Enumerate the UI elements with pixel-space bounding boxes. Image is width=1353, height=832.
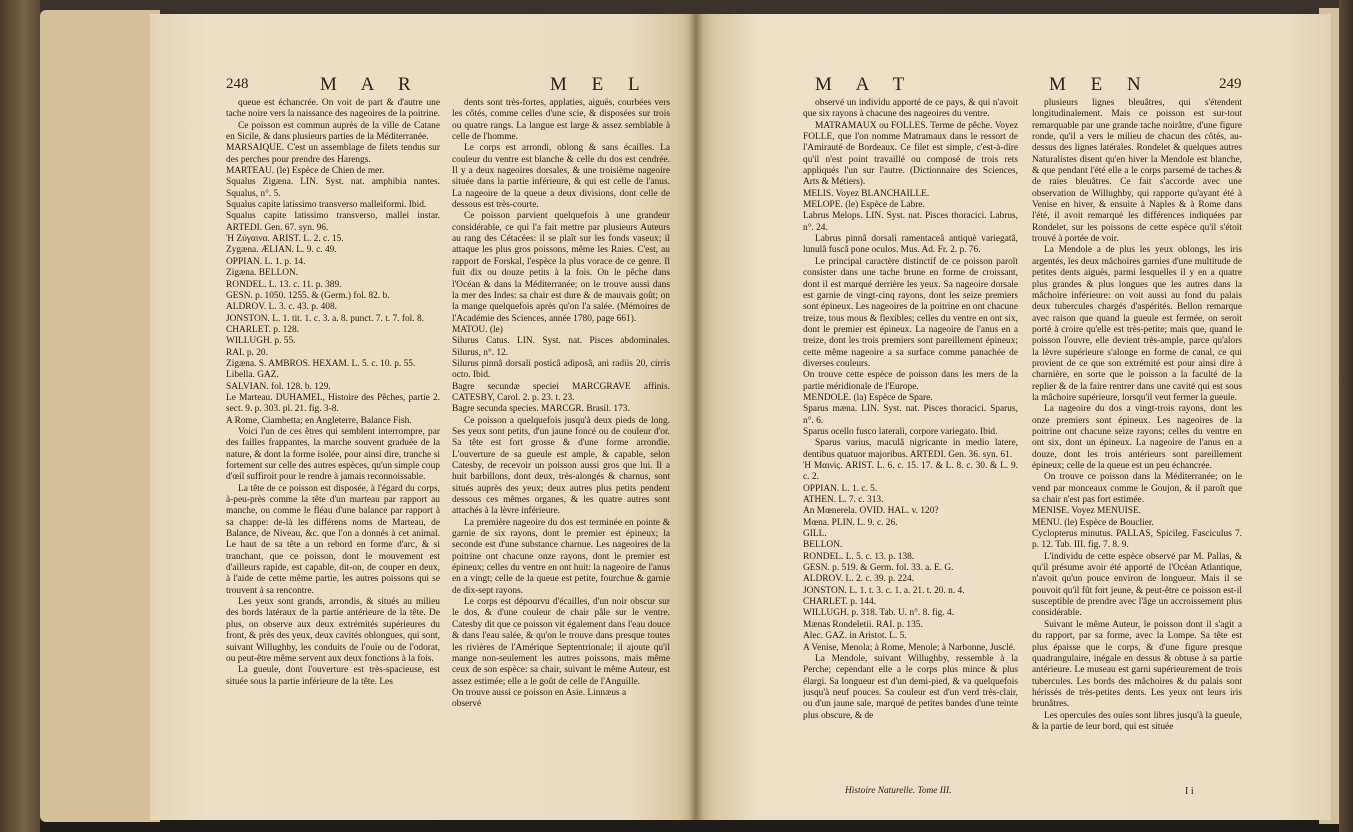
text-paragraph: SALVIAN. fol. 128. b. 129. — [226, 381, 331, 392]
text-paragraph: On trouve ce poisson dans la Méditerranée; on le vend par monceaux comme le Goujon, & il paroît que sa chair n'est pas fort estimée. — [1032, 472, 1242, 506]
text-paragraph: plusieurs lignes bleuâtres, qui s'étendent longitudinalement. Mais ce poisson est sur-tout remarquable par une grande tache noirâtre, d'une figure ronde, qu'il a vers le milieu de chacun des côtés, au-dessus des lignes latérales. Rondelet & quelques autres Naturalistes disent qu'en hiver la Mendole est blanche, & que pendant l'été elle a le corps parsemé de taches & de raies bleuâtres. Ce fait s'accorde avec une observation de Willughby, qui rapporte qu'ayant été à Venise en hiver, & ensuite à Naples & à Rome dans l'été, il avoit remarqué les différences indiquées par Rondelet, sur les poissons de cette espèce qu'il s'étoit trouvé à portée de voir. — [1032, 98, 1242, 245]
text-paragraph: Les opercules des ouïes sont libres jusqu'à la gueule, & la partie de leur bord, qui est située — [1032, 710, 1242, 732]
text-paragraph: GESN. p. 519. & Germ. fol. 33. a. E. G. — [803, 563, 954, 574]
right-page-column-2 — [1032, 98, 1242, 798]
text-paragraph: JONSTON. L. 1. tit. 1. c. 3. a. 8. punct. 7. t. 7. fol. 8. — [226, 313, 424, 324]
text-paragraph: MENISE. Voyez MENUISE. — [1032, 506, 1142, 517]
text-paragraph: L'individu de cette espèce observé par M. Pallas, & qu'il présume avoir été apporté de l'Océan Atlantique, n'avoit qu'un pouce environ de longueur. Mais il se pouvoit qu'il fût fort jeune, & peut-être ce poisson est-il susceptible de prendre avec l'âge un accroissement plus considérable. — [1032, 551, 1242, 619]
text-paragraph: On trouve aussi ce poisson en Asie. Linnæus a — [452, 687, 627, 698]
text-paragraph: BELLON. — [803, 540, 843, 551]
text-paragraph: Squalus Zigæna. LIN. Syst. nat. amphibia nantes. Squalus, n°. 5. — [226, 177, 440, 199]
text-paragraph: ALDROV. L. 2. c. 39. p. 224. — [803, 574, 915, 585]
text-paragraph: WILLUGH. p. 318. Tab. U. n°. 8. fig. 4. — [803, 608, 955, 619]
text-paragraph: La nageoire du dos a vingt-trois rayons, dont les onze premiers sont épineux. Les nageoires de la poitrine ont chacune seize rayons; celles du ventre en ont six, dont un épineux. La nageoire de l'anus en a douze, dont les trois antérieurs sont pareillement épineux; celle de la queue est un peu échancrée. — [1032, 404, 1242, 471]
text-paragraph: Silurus Catus. LIN. Syst. nat. Pisces abdominales. Silurus, n°. 12. — [452, 336, 670, 358]
right-page-column-1 — [803, 98, 1018, 803]
right-head-word-2: M E N — [1049, 74, 1151, 95]
text-paragraph: Le corps est arrondi, oblong & sans écailles. La couleur du ventre est blanche & celle du dos est cendrée. Il y a deux nageoires dorsales, & une troisième nageoire située dans la partie inférieure, & qui est celle de l'anus. La nageoire de la queue a deux divisions, dont celle de dessous est très-courte. — [452, 143, 670, 211]
text-paragraph: La gueule, dont l'ouverture est très-spacieuse, est située sous la partie inférieure de la tête. Les — [226, 665, 440, 687]
text-paragraph: Labrus pinnâ dorsali ramentaceâ antiquè variegatâ, lunulâ fuscâ pone oculos. Mus. Ad. Fr. 2. p. 76. — [803, 234, 1018, 256]
text-paragraph: MELIS. Voyez BLANCHAILLE. — [803, 188, 930, 199]
text-paragraph: ALDROV. L. 3. c. 43. p. 408. — [226, 302, 338, 313]
text-paragraph: OPPIAN. L. 1. p. 14. — [226, 256, 306, 267]
text-paragraph: ATHEN. L. 7. c. 313. — [803, 495, 884, 506]
text-paragraph: Voici l'un de ces êtres qui semblent interrompre, par des failles frappantes, la marche souvent graduée de la nature, & dont la forme isolée, pour ainsi dire, tranche si fortement sur celle des autres espèces, qu'un simple coup d'œil suffiroit pour le rendre à jamais reconnoissable. — [226, 426, 440, 483]
text-paragraph: Mænas Rondeletii. RAI. p. 135. — [803, 619, 923, 630]
text-paragraph: CHARLET. p. 128. — [226, 324, 299, 335]
text-paragraph: Labrus Melops. LIN. Syst. nat. Pisces thoracici. Labrus, n°. 24. — [803, 211, 1018, 233]
text-paragraph: Alec. GAZ. in Aristot. L. 5. — [803, 631, 907, 642]
page-stack-left — [40, 10, 160, 822]
right-page — [695, 14, 1331, 820]
left-page-column-2 — [452, 98, 670, 808]
text-paragraph: MENDOLE. (la) Espèce de Spare. — [803, 392, 933, 403]
text-paragraph: Squalus capite latissimo transverso malleiformi. Ibid. — [226, 200, 427, 211]
text-paragraph: Ἡ Ζύγαινα. ARIST. L. 2. c. 15. — [226, 234, 344, 245]
left-running-head — [150, 74, 695, 98]
text-paragraph: Squalus capite latissimo transverso, mallei instar. ARTEDI. Gen. 67. syn. 96. — [226, 211, 440, 233]
text-paragraph: WILLUGH. p. 55. — [226, 336, 296, 347]
text-paragraph: OPPIAN. L. 1. c. 5. — [803, 483, 878, 494]
text-paragraph: Ce poisson a quelquefois jusqu'à deux pieds de long. Ses yeux sont petits, d'un jaune foncé ou de couleur d'or. Sa tête est fort grosse & d'une forme arrondie. L'ouverture de sa gueule est ample, & capable, selon Catesby, de recevoir un poisson aussi gros que lui. Il a huit barbillons, dont deux, très-alongés & charnus, sont situés auprès des yeux; deux autres plus petits pendent dessous ces mêmes organes, & les quatre autres sont attachés à la lèvre inférieure. — [452, 415, 670, 517]
text-paragraph: La Mendole, suivant Willughby, ressemble à la Perche; cependant elle a le corps plus mince & plus élargi. Sa longueur est d'un demi-pied, & va quelquefois jusqu'à neuf pouces. Sa couleur est d'un verd très-clair, ou d'un jaune sale, marqué de petites bandes d'une teinte plus obscure, & de — [803, 653, 1018, 721]
text-paragraph: Sparus varius, maculâ nigricante in medio latere, dentibus quatuor majoribus. ARTEDI. Gen. 36. syn. 61. — [803, 438, 1018, 460]
text-paragraph: RONDEL. L. 5. c. 13. p. 138. — [803, 551, 915, 562]
text-paragraph: Zygæna. ÆLIAN. L. 9. c. 49. — [226, 245, 337, 256]
text-paragraph: observé — [452, 699, 482, 710]
text-paragraph: On trouve cette espèce de poisson dans les mers de la partie méridionale de l'Europe. — [803, 370, 1018, 392]
text-paragraph: GILL. — [803, 529, 827, 540]
text-paragraph: Ἡ Μαινὶς. ARIST. L. 6. c. 15. 17. & L. 8. c. 30. & L. 9. c. 2. — [803, 461, 1018, 483]
text-paragraph: Libella. GAZ. — [226, 370, 279, 381]
text-paragraph: A Venise, Menola; à Rome, Menole; à Narbonne, Jusclé. — [803, 642, 1016, 653]
text-paragraph: GESN. p. 1050. 1255. & (Germ.) fol. 82. b. — [226, 290, 390, 301]
text-paragraph: La première nageoire du dos est terminée en pointe & garnie de six rayons, dont le premier est épineux; la seconde est d'une substance charnue. Les nageoires de la poitrine ont chacune onze rayons, dont le premier est épineux; celles du ventre en ont huit: la nageoire de l'anus en a vingt; celle de la queue est petite, fourchue & garnie de dix-sept rayons. — [452, 517, 670, 596]
text-paragraph: MARTEAU. (le) Espèce de Chien de mer. — [226, 166, 385, 177]
text-paragraph: MATOU. (le) — [452, 324, 503, 335]
text-paragraph: queue est échancrée. On voit de part & d'autre une tache noire vers la naissance des nageoires de la poitrine. — [226, 98, 440, 120]
text-paragraph: Le corps est dépourvu d'écailles, d'un noir obscur sur le dos, & d'une couleur de chair pâle sur le ventre. Catesby dit que ce poisson vit également dans l'eau douce & dans l'eau salée, & qu'on le trouve dans presque toutes les rivières de l'Amérique Septentrionale; il ajoute qu'il mange non-seulement les autres poissons, mais même ceux de son espèce: sa chair, suivant le même Auteur, est assez estimée; elle a le goût de celle de l'Anguille. — [452, 597, 670, 687]
text-paragraph: JONSTON. L. 1. t. 3. c. 1. a. 21. t. 20. n. 4. — [803, 585, 965, 596]
text-paragraph: RONDEL. L. 13. c. 11. p. 389. — [226, 279, 342, 290]
left-page-number: 248 — [226, 76, 249, 92]
left-head-word-2: M E L — [550, 74, 650, 95]
right-page-number: 249 — [1219, 76, 1242, 92]
text-paragraph: RAI. p. 20. — [226, 347, 268, 358]
text-paragraph: Sparus ocello fusco laterali, corpore variegato. Ibid. — [803, 426, 998, 437]
text-paragraph: La tête de ce poisson est disposée, à l'égard du corps, à-peu-près comme la tête d'un marteau par rapport au manche, ou comme le fléau d'une balance par rapport à sa chappe: de-là les différens noms de Marteau, de Balance, de Niveau, &c. que l'on a donnés à cet animal. Le haut de sa tête a un rebord en forme d'arc, & si tranchant, que ce poisson, dont le mouvement est d'ailleurs rapide, est capable, dit-on, de couper en deux, à l'aide de cette même partie, les autres poissons qui se trouvent à sa rencontre. — [226, 483, 440, 596]
text-paragraph: La Mendole a de plus les yeux oblongs, les iris argentés, les deux mâchoires garnies d'une multitude de petites dents aiguës, parmi lesquelles il y en a quatre plus grandes & plus longues que les autres dans la mâchoire inférieure: on voit aussi au fond du palais deux tubercules chargés d'aspérités. Bellon remarque avec raison que quand la gueule est fermée, on seroit porté à croire qu'elle est très-petite; mais que, quand le poisson l'ouvre, elle devient très-ample, parce qu'alors la lèvre supérieure s'alonge en forme de canal, ce qui provient de ce que son extrémité est pour ainsi dire à charnière, en sorte que le poisson a la faculté de la replier & de la faire rentrer dans une cavité qui est sous la mâchoire supérieure, lorsqu'il veut fermer la gueule. — [1032, 245, 1242, 403]
left-head-word-1: M A R — [320, 74, 421, 95]
text-paragraph: MELOPE. (le) Espèce de Labre. — [803, 200, 925, 211]
text-paragraph: Bagre secundæ speciei MARCGRAVE affinis. CATESBY, Carol. 2. p. 23. t. 23. — [452, 381, 670, 403]
text-paragraph: Ce poisson parvient quelquefois à une grandeur considérable, ce qui l'a fait mettre par plusieurs Auteurs au rang des Cétacées: il se plaît sur les fonds vaseux; il attaque les plus gros poissons, même les Raies. C'est, au rapport de Forskal, l'espèce la plus vorace de ce genre. Il fuit dix ou douze petits à la fois. On le pêche dans l'Océan & dans la Méditerranée; on le trouve aussi dans la mer des Indes: sa chair est dure & de mauvais goût; on la mange quelquefois après qu'on l'a salée. (Mémoires de l'Académie des Sciences, année 1780, page 661). — [452, 211, 670, 324]
text-paragraph: Le principal caractère distinctif de ce poisson paroît consister dans une tache brune en forme de croissant, dont il est marqué derrière les yeux. Sa nageoire dorsale est garnie de vingt-cinq rayons, dont les seize premiers sont épineux. Les nageoires de la poitrine en ont chacune treize, tous mous & flexibles; celles du ventre en ont six, dont le premier est épineux. La nageoire de l'anus en a treize, dont les trois premiers sont pareillement épineux; cette même nageoire a sa surface comme panachée de diverses couleurs. — [803, 256, 1018, 369]
right-running-head — [695, 74, 1331, 98]
text-paragraph: MENU. (le) Espèce de Bouclier. — [1032, 517, 1154, 528]
text-paragraph: observé un individu apporté de ce pays, & qui n'avoit que six rayons à chacune des nageoires du ventre. — [803, 98, 1018, 120]
book-cover-left-edge — [0, 0, 40, 832]
left-page — [150, 14, 695, 820]
text-paragraph: Bagre secunda species. MARCGR. Brasil. 173. — [452, 404, 630, 415]
text-paragraph: Cyclopterus minutus. PALLAS, Spicileg. Fasciculus 7. p. 12. Tab. III. fig. 7. 8. 9. — [1032, 529, 1242, 551]
text-paragraph: An Mœnerela. OVID. HAL. v. 120? — [803, 506, 939, 517]
text-paragraph: A Rome, Ciambetta; en Angleterre, Balance Fish. — [226, 415, 412, 426]
right-head-word-1: M A T — [815, 74, 915, 95]
text-paragraph: Zigæna. BELLON. — [226, 268, 299, 279]
text-paragraph: MARSAIQUE. C'est un assemblage de filets tendus sur des perches pour prendre des Harengs. — [226, 143, 440, 165]
text-paragraph: Suivant le même Auteur, le poisson dont il s'agit a du rapport, par sa forme, avec la Lompe. Sa tête est plus épaisse que le corps, & d'une figure presque quadrangulaire, inégale en dessus & obtuse à sa partie antérieure. Le museau est garni supérieurement de trois tubercules. Les bords des mâchoires & du palais sont hérissés de très-petites dents. Les yeux ont leurs iris brunâtres. — [1032, 619, 1242, 710]
left-page-column-1 — [226, 98, 440, 808]
book-cover-right-edge — [1339, 0, 1353, 832]
text-paragraph: Silurus pinnâ dorsali posticâ adiposâ, ani radiis 20, cirris octo. Ibid. — [452, 358, 670, 381]
signature-mark: I i — [1185, 786, 1194, 797]
text-paragraph: Zigæna. S. AMBROS. HEXAM. L. 5. c. 10. p. 55. — [226, 358, 416, 369]
text-paragraph: Sparus mæna. LIN. Syst. nat. Pisces thoracici. Sparus, n°. 6. — [803, 404, 1018, 426]
right-page-footer: Histoire Naturelle. Tome III. — [845, 786, 952, 796]
text-paragraph: CHARLET. p. 144. — [803, 597, 876, 608]
book-gutter — [688, 14, 704, 820]
text-paragraph: Les yeux sont grands, arrondis, & situés au milieu des bords latéraux de la partie antérieure de la tête. De plus, on observe aux deux extrémités supérieures du front, & près des yeux, deux cavités oblongues, qui sont, suivant Willughby, les conduits de l'ouïe ou de l'odorat, ou peut-être même servent aux deux fonctions à la fois. — [226, 597, 440, 664]
text-paragraph: Le Marteau. DUHAMEL, Histoire des Pêches, partie 2. sect. 9. p. 303. pl. 21. fig. 3-8. — [226, 392, 440, 415]
text-paragraph: Ce poisson est commun auprès de la ville de Catane en Sicile, & dans plusieurs parties de la Méditerranée. — [226, 120, 440, 143]
text-paragraph: dents sont très-fortes, applaties, aiguës, courbées vers les côtés, comme celles d'une scie, & disposées sur trois ou quatre rangs. La langue est large & assez semblable à celle de l'homme. — [452, 98, 670, 143]
text-paragraph: MATRAMAUX ou FOLLES. Terme de pêche. Voyez FOLLE, que l'on nomme Matramaux dans le ressort de l'Amirauté de Bordeaux. Ce filet est simple, c'est-à-dire qu'il n'est point travaillé ou composé de trois rets appliqués l'un sur l'autre. (Dictionnaire des Sciences, Arts & Métiers). — [803, 120, 1018, 188]
text-paragraph: Mœna. PLIN. L. 9. c. 26. — [803, 517, 898, 528]
